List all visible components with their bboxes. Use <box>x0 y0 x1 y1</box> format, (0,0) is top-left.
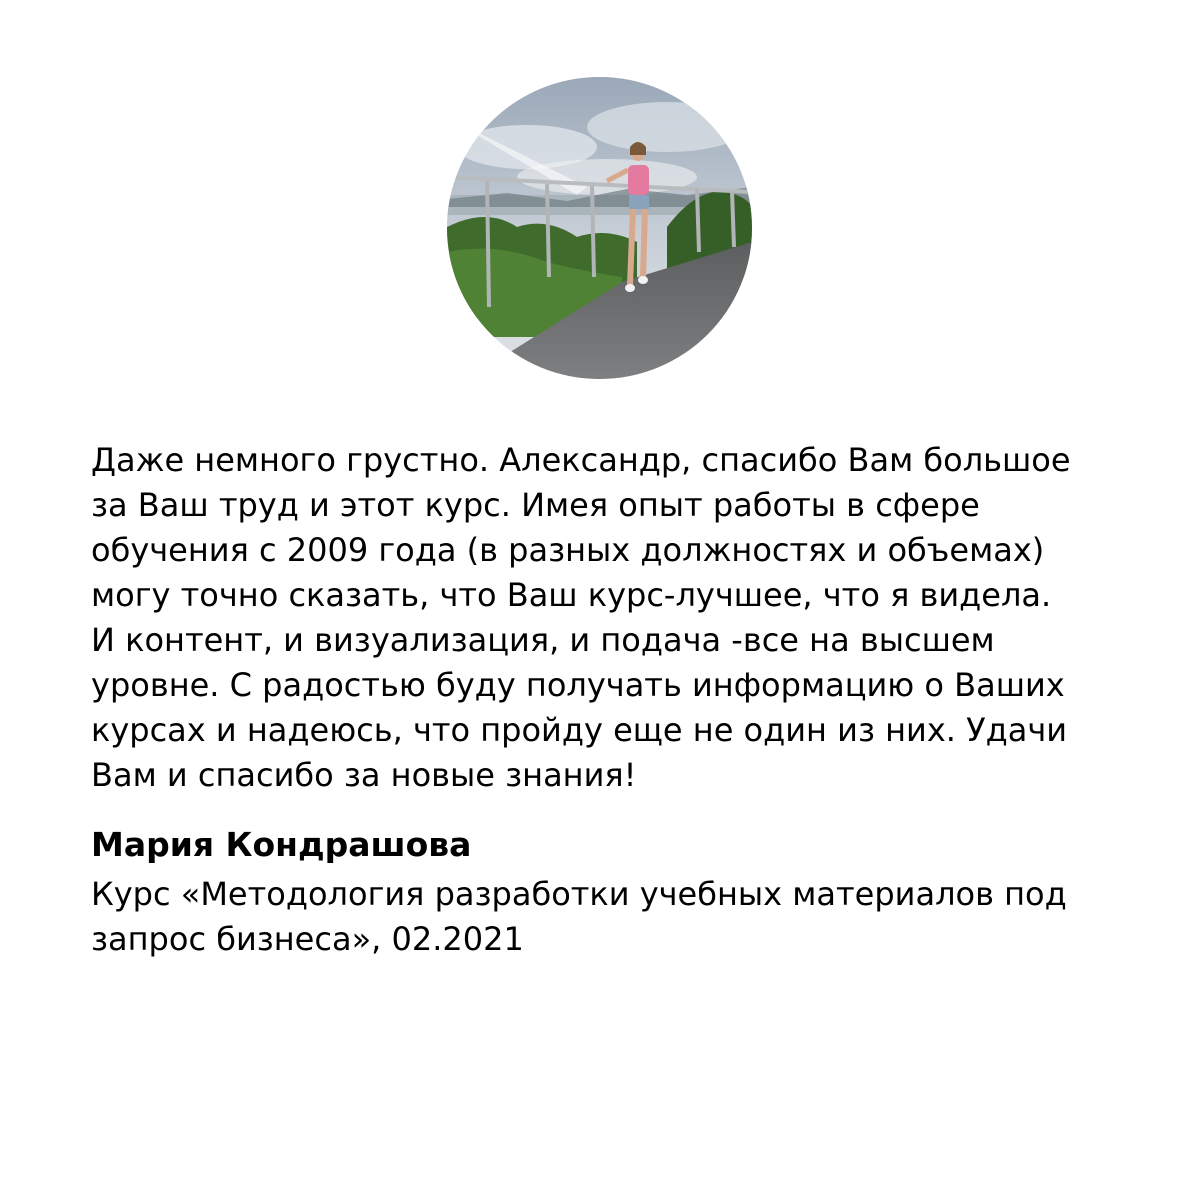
review-text: Даже немного грустно. Александр, спасибо Вам большое за Ваш труд и этот курс. Имея опыт работы в сфере обучения с 2009 года (в разных должностях и объемах) могу точно сказать, что Ваш курс-лучшее, что я видела. И контент, и визуализация, и подача -все на высшем уровне. С радостью буду получать информацию о Ваших курсах и надеюсь, что пройду еще не один из них. Удачи Вам и спасибо за новые знания! <box>91 441 1071 794</box>
person-photo-icon <box>447 77 752 379</box>
course-info: Курс «Методология разработки учебных материалов под запрос бизнеса», 02.2021 <box>91 875 1067 958</box>
avatar-photo <box>447 77 752 379</box>
author-name: Мария Кондрашова <box>91 825 472 864</box>
